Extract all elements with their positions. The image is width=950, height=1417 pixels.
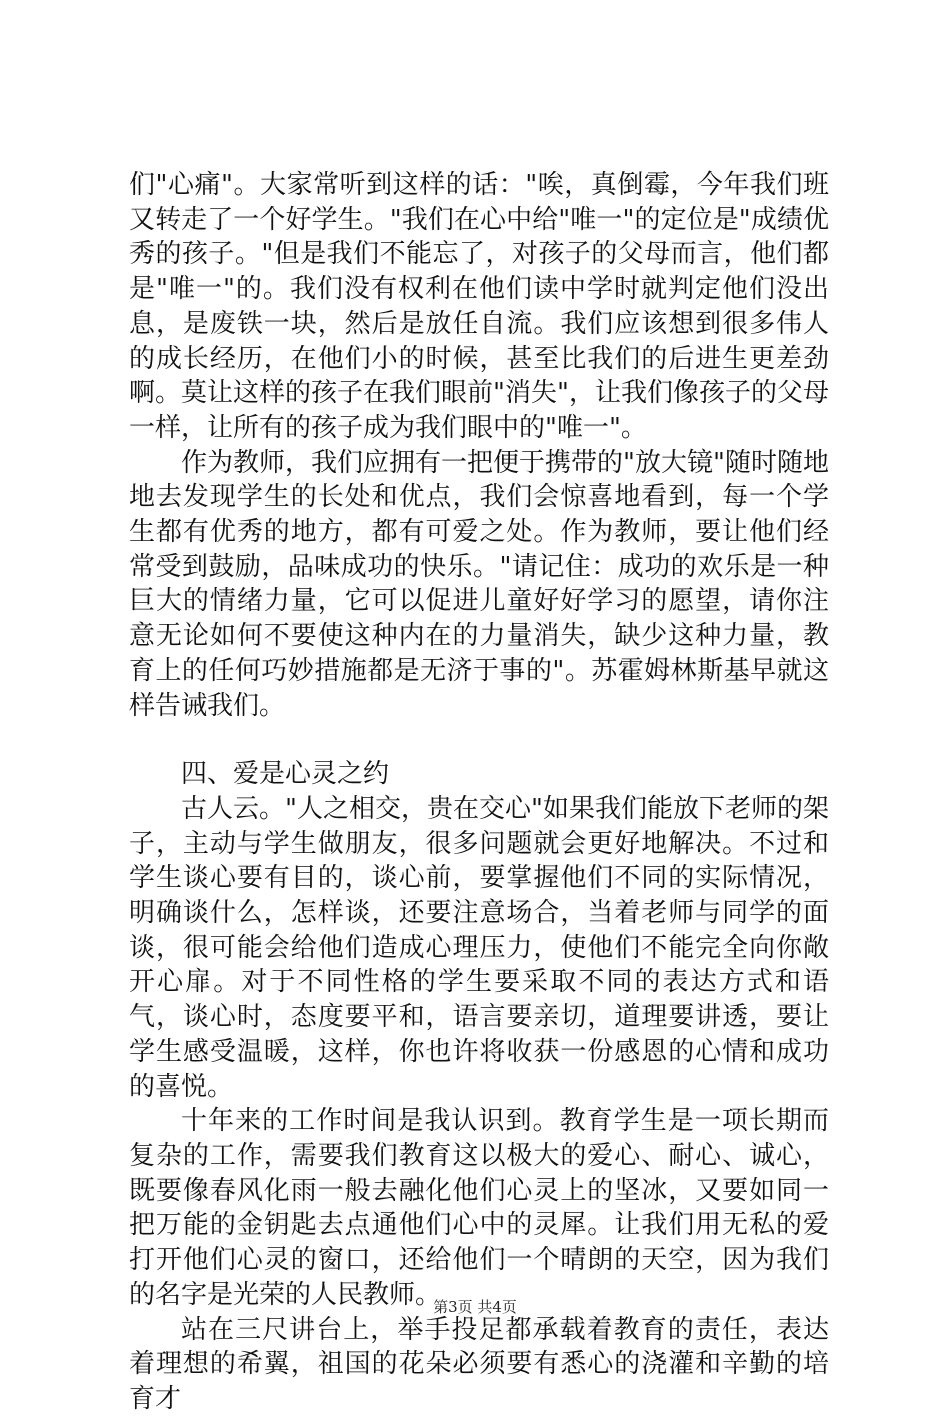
page-footer: 第3页 共4页 bbox=[433, 1298, 517, 1316]
paragraph-gap bbox=[129, 723, 829, 757]
paragraph-3: 古人云。"人之相交，贵在交心"如果我们能放下老师的架子，主动与学生做朋友，很多问题就会更好地解决。不过和学生谈心要有目的，谈心前，要掌握他们不同的实际情况，明确谈什么，怎样谈，还要注意场合，当着老师与同学的面谈，很可能会给他们造成心理压力，使他们不能完全向你敞开心扉。对于不同性格的学生要采取不同的表达方式和语气，谈心时，态度要平和，语言要亲切，道理要讲透，要让学生感受温暖，这样，你也许将收获一份感恩的心情和成功的喜悦。 bbox=[129, 793, 829, 1102]
section-heading-4: 四、爱是心灵之约 bbox=[181, 759, 390, 790]
paragraph-1: 们"心痛"。大家常听到这样的话："唉，真倒霉，今年我们班又转走了一个好学生。"我们在心中给"唯一"的定位是"成绩优秀的孩子。"但是我们不能忘了，对孩子的父母而言，他们都是"唯一"的。我们没有权利在他们读中学时就判定他们没出息，是废铁一块，然后是放任自流。我们应该想到很多伟人的成长经历，在他们小的时候，甚至比我们的后进生更差劲啊。莫让这样的孩子在我们眼前"消失"，让我们像孩子的父母一样，让所有的孩子成为我们眼中的"唯一"。 bbox=[129, 170, 829, 443]
paragraph-2: 作为教师，我们应拥有一把便于携带的"放大镜"随时随地地去发现学生的长处和优点，我们会惊喜地看到，每一个学生都有优秀的地方，都有可爱之处。作为教师，要让他们经常受到鼓励，品味成功的快乐。"请记住：成功的欢乐是一种巨大的情绪力量，它可以促进儿童好好学习的愿望，请你注意无论如何不要使这种内在的力量消失，缺少这种力量，教育上的任何巧妙措施都是无济于事的"。苏霍姆林斯基早就这样告诫我们。 bbox=[129, 447, 829, 721]
document-body bbox=[129, 168, 829, 1417]
paragraph-5: 站在三尺讲台上，举手投足都承载着教育的责任，表达着理想的希翼，祖国的花朵必须要有悉心的浇灌和辛勤的培育才 bbox=[129, 1314, 829, 1414]
paragraph-4: 十年来的工作时间是我认识到。教育学生是一项长期而复杂的工作，需要我们教育这以极大的爱心、耐心、诚心，既要像春风化雨一般去融化他们心灵上的坚冰，又要如同一把万能的金钥匙去点通他们心中的灵犀。让我们用无私的爱打开他们心灵的窗口，还给他们一个晴朗的天空，因为我们的名字是光荣的人民教师。 bbox=[129, 1106, 829, 1310]
